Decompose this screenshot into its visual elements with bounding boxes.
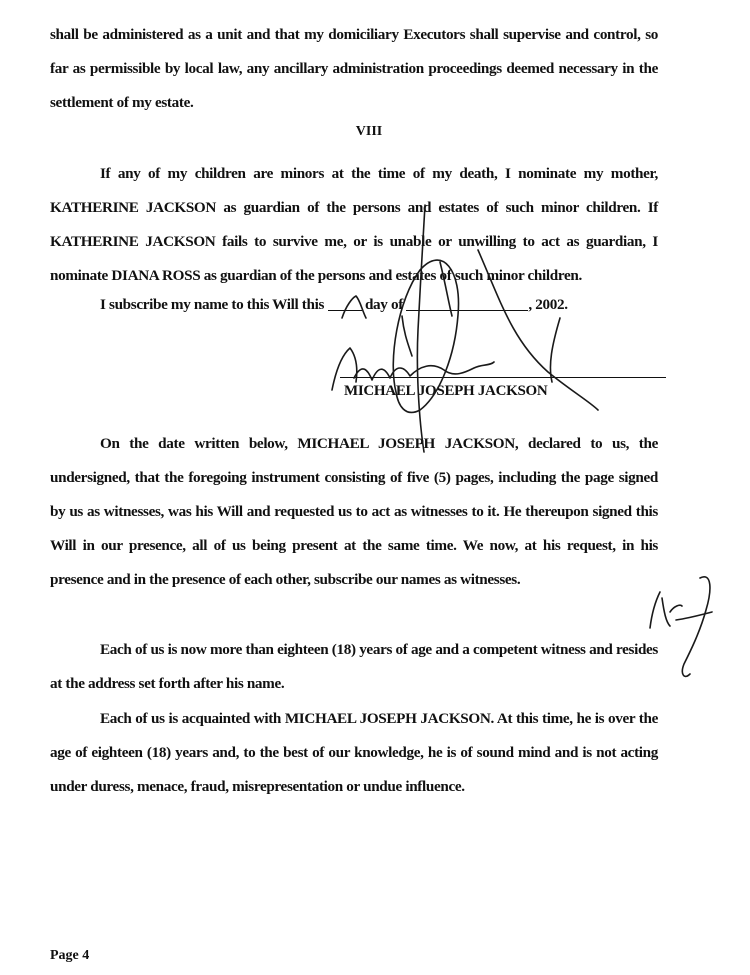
paragraph-guardian: If any of my children are minors at the time of my death, I nominate my mother, KATHERINE JACKSON as guardian of the persons and estates of such minor children. If KATHERINE JACKSON fails to survive me, or is unable or unwilling to act as guardian, I nominate DIANA ROSS as guardian of the persons and estates of such minor children. — [50, 165, 658, 284]
testator-name: MICHAEL JOSEPH JACKSON — [344, 383, 548, 399]
signature-line — [340, 377, 666, 378]
paragraph-acquainted: Each of us is acquainted with MICHAEL JOSEPH JACKSON. At this time, he is over the age of eighteen (18) years and, to the best of our knowledge, he is of sound mind and is not acting under duress, menace, fraud, misrepresentation or undue influence. — [50, 710, 658, 795]
year-text: , 2002. — [528, 296, 568, 313]
month-value — [455, 296, 479, 313]
witness-initials — [650, 577, 712, 677]
paragraph-estate-administration: shall be administered as a unit and that my domiciliary Executors shall supervise and control, so far as permissible by local law, any ancillary administration proceedings deemed necessary in the settlement of my estate. — [50, 26, 658, 111]
paragraph-witness-age: Each of us is now more than eighteen (18) years of age and a competent witness and resides at the address set forth after his name. — [50, 641, 658, 692]
section-heading: VIII — [355, 124, 383, 139]
subscribe-text: I subscribe my name to this Will this — [100, 296, 325, 313]
day-value — [341, 296, 348, 313]
month-blank — [406, 296, 528, 311]
day-blank — [328, 296, 362, 311]
page-number: Page 4 — [50, 948, 90, 963]
day-of-text: day of — [364, 296, 403, 313]
subscribe-line — [100, 296, 568, 314]
paragraph-attestation: On the date written below, MICHAEL JOSEPH JACKSON, declared to us, the undersigned, that the foregoing instrument consisting of five (5) pages, including the page signed by us as witnesses, was his Will and requested us to act as witnesses to it. He thereupon signed this Will in our presence, all of us being present at the same time. We now, at his request, in his presence and in the presence of each other, subscribe our names as witnesses. — [50, 435, 658, 588]
